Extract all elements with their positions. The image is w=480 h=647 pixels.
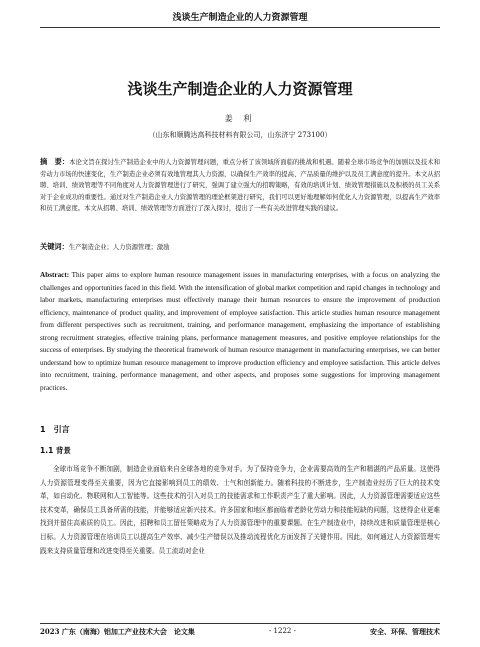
keywords-chinese-text: 生产制造企业；人力资源管理；激励 bbox=[68, 244, 170, 251]
abstract-english-text: This paper aims to explore human resource management issues in manufacturing enterprises, with a focus on analyzing the challenges and opportunities faced in this field. With the intensification of global market competition and rapid changes in technology and labor markets, manufacturing enterprises must effectively manage their human resources to ensure the improvement of production efficiency, maintenance of product quality, and improvement of employee satisfaction. This article studies human resource management from different perspectives such as recruitment, training, and performance management, emphasizing the importance of establishing strong recruitment strategies, effective training plans, performance management measures, and positive employee relationships for the success of enterprises. By studying the theoretical framework of human resource management in manufacturing enterprises, we can better understand how to optimize human resource management to improve production efficiency and employee satisfaction. This article delves into recruitment, training, performance management, and other aspects, and proposes some suggestions for improving management practices. bbox=[40, 271, 440, 392]
section-1-heading: 1 引言 bbox=[40, 425, 70, 434]
running-header: 浅谈生产制造企业的人力资源管理 bbox=[40, 10, 440, 28]
section-1-1-paragraph: 全球市场竞争不断加剧，制造企业面临来自全球各地的竞争对手。为了保持竞争力，企业需要高效的生产和精湛的产品质量。这使得人力资源管理变得至关重要，因为它直接影响到员工的绩效、士气和创新能力。随着科技的不断进步，生产制造业经历了巨大的技术变革，如自动化、物联网和人工智能等。这些技术的引入对员工的技能需求和工作职责产生了重大影响。因此，人力资源管理需要适应这些技术变革，确保员工具备所需的技能，并能够适应新兴技术。许多国家和地区都面临着老龄化劳动力和技能短缺的问题，这使得企业更难找到并留住高素质的员工。因此，招聘和员工留任策略成为了人力资源管理中的重要课题。在生产制造业中，持续改进和质量管理是核心目标。人力资源管理在培训员工以提高生产效率、减少生产错误以及推动流程优化方面发挥了关键作用。因此，如何通过人力资源管理实践来支持质量管理和改进变得至关重要。员工流动对企业 bbox=[40, 465, 440, 555]
article-author: 姜 利 bbox=[224, 114, 256, 123]
abstract-chinese bbox=[40, 156, 440, 215]
footer-divider bbox=[40, 623, 440, 624]
page-footer bbox=[40, 627, 440, 637]
abstract-chinese-label: 摘 要： bbox=[40, 157, 70, 166]
section-1-1-heading: 1.1 背景 bbox=[40, 446, 71, 455]
footer-topic: 安全、环保、管理技术 bbox=[369, 627, 440, 636]
author-affiliation: （山东和顺腾达高科技材料有限公司，山东济宁 273100） bbox=[148, 131, 332, 139]
abstract-chinese-text: 本论文旨在探讨生产制造企业中的人力资源管理问题，重点分析了该领域所面临的挑战和机遇。随着全球市场竞争的加剧以及技术和劳动力市场的快速变化，生产制造企业必须有效地管理其人力资源，以确保生产效率的提高、产品质量的维护以及员工满意度的提升。本文从招聘、培训、绩效管理等不同角度对人力资源管理进行了研究，强调了建立强大的招聘策略，有效的培训计划、绩效管理措施以及积极的员工关系对于企业成功的重要性。通过对生产制造企业人力资源管理的理论框架进行研究，我们可以更好地理解如何优化人力资源管理，以提高生产效率和员工满意度。本文从招聘、培训、绩效管理等方面进行了深入探讨，提出了一些有关改进管理实践的建议。 bbox=[40, 159, 440, 213]
footer-conference: 2023 广东（南海）铝加工产业技术大会 论文集 bbox=[40, 627, 195, 636]
abstract-english bbox=[40, 269, 440, 394]
article-title: 浅谈生产制造企业的人力资源管理 bbox=[127, 80, 353, 98]
footer-page-number: - 1222 - bbox=[268, 627, 296, 635]
abstract-english-label: Abstract: bbox=[40, 271, 70, 279]
keywords-chinese bbox=[40, 242, 440, 253]
keywords-chinese-label: 关键词： bbox=[40, 242, 69, 251]
